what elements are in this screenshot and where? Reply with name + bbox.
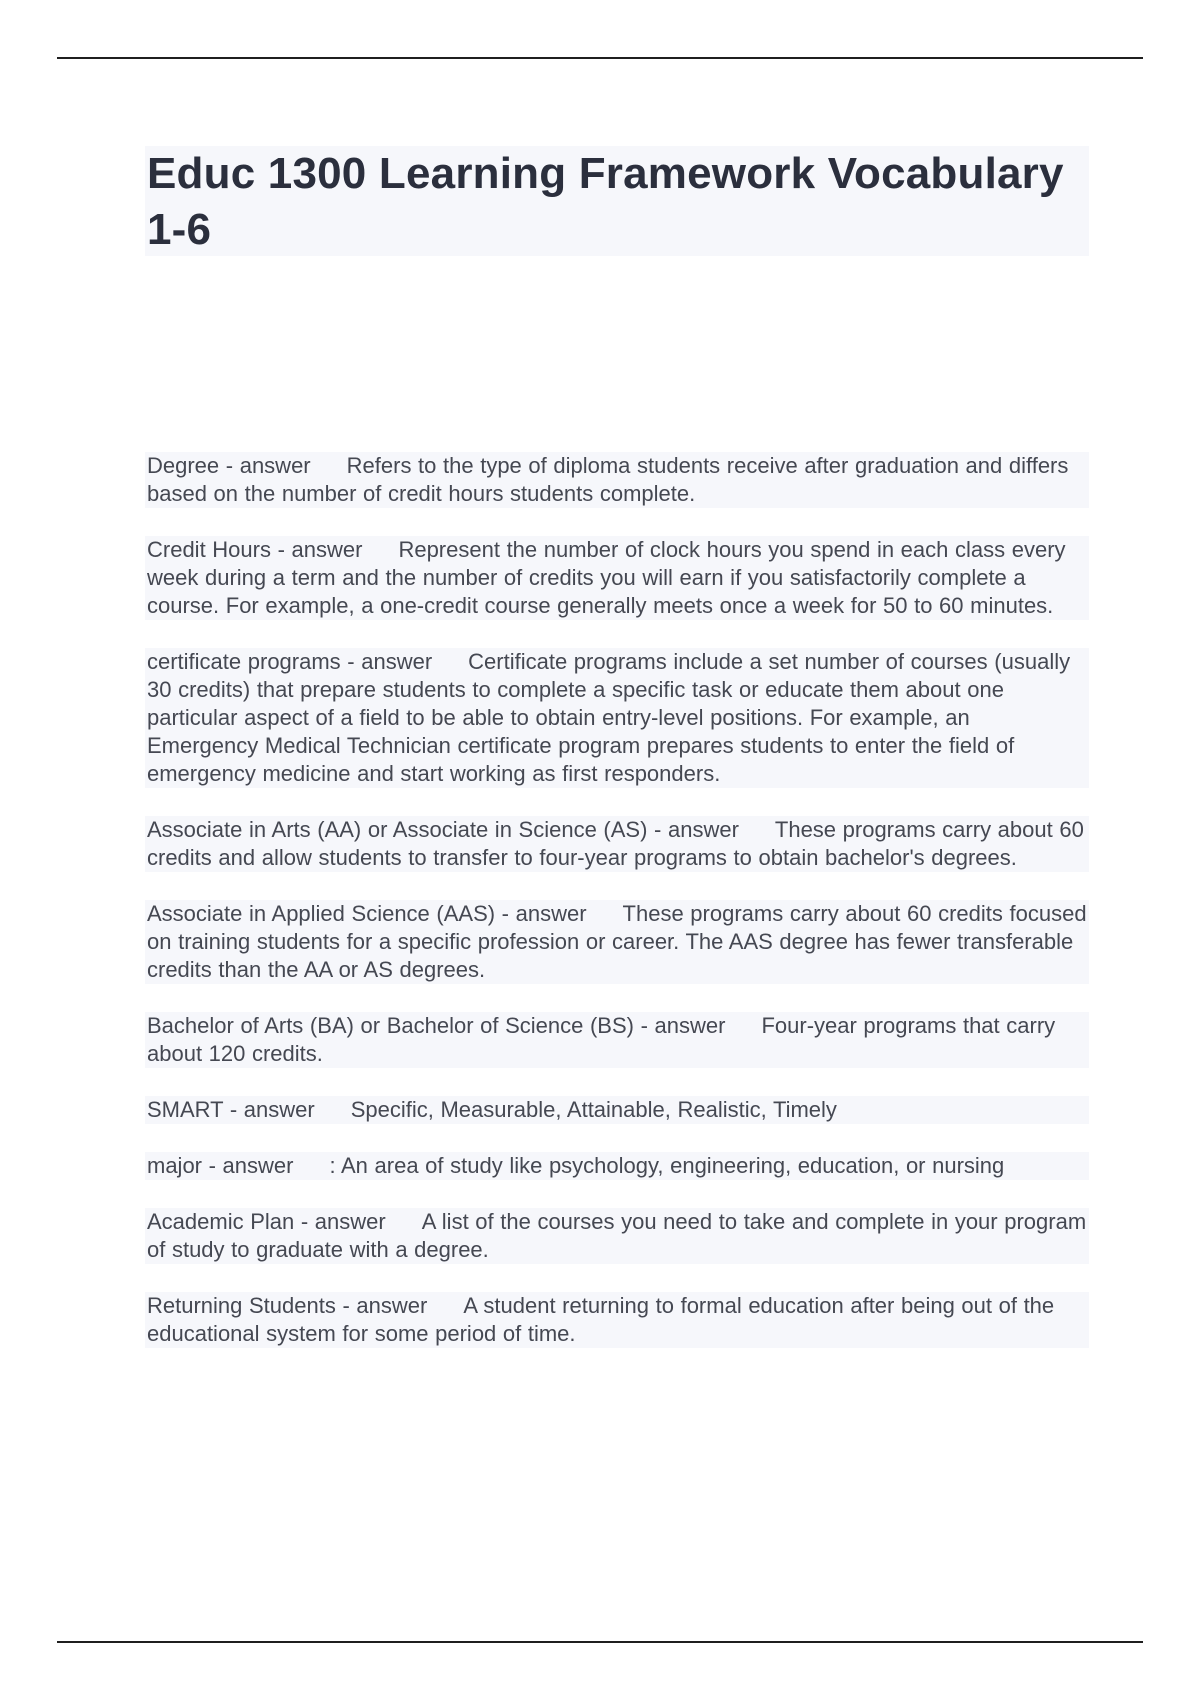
entry-definition: Specific, Measurable, Attainable, Realistic, Timely (350, 1097, 837, 1122)
vocabulary-entry (145, 452, 1089, 508)
entry-definition: : An area of study like psychology, engineering, education, or nursing (329, 1153, 1005, 1178)
entry-term: Credit Hours - answer (147, 537, 363, 562)
entry-definition: Certificate programs include a set number of courses (usually 30 credits) that prepare students to complete a specific task or educate them about one particular aspect of a field to be able to obtain entry-level positions. For example, an Emergency Medical Technician certificate program prepares students to enter the field of emergency medicine and start working as first responders. (147, 649, 1071, 786)
vocabulary-list (145, 452, 1089, 1376)
vocabulary-entry (145, 1208, 1089, 1264)
vocabulary-entry (145, 648, 1089, 788)
entry-term: certificate programs - answer (147, 649, 433, 674)
vocabulary-entry (145, 816, 1089, 872)
entry-definition: A student returning to formal education after being out of the educational system for some period of time. (147, 1293, 1055, 1346)
entry-term: Degree - answer (147, 453, 311, 478)
title-block (145, 146, 1089, 256)
entry-definition: Represent the number of clock hours you spend in each class every week during a term and the number of credits you will earn if you satisfactorily complete a course. For example, a one-credit course generally meets once a week for 50 to 60 minutes. (147, 537, 1066, 618)
entry-term: Bachelor of Arts (BA) or Bachelor of Science (BS) - answer (147, 1013, 726, 1038)
entry-definition: A list of the courses you need to take and complete in your program of study to graduate with a degree. (147, 1209, 1087, 1262)
bottom-rule (57, 1641, 1143, 1643)
vocabulary-entry (145, 536, 1089, 620)
entry-definition: These programs carry about 60 credits and allow students to transfer to four-year programs to obtain bachelor's degrees. (147, 817, 1084, 870)
top-rule (57, 57, 1143, 59)
document-title: Educ 1300 Learning Framework Vocabulary 1-6 (147, 149, 1064, 254)
entry-term: Associate in Arts (AA) or Associate in Science (AS) - answer (147, 817, 739, 842)
entry-term: Academic Plan - answer (147, 1209, 386, 1234)
vocabulary-entry (145, 1096, 1089, 1124)
entry-definition: Refers to the type of diploma students receive after graduation and differs based on the number of credit hours students complete. (147, 453, 1069, 506)
entry-term: Returning Students - answer (147, 1293, 428, 1318)
entry-definition: Four-year programs that carry about 120 credits. (147, 1013, 1056, 1066)
vocabulary-entry (145, 1152, 1089, 1180)
vocabulary-entry (145, 900, 1089, 984)
entry-term: Associate in Applied Science (AAS) - answer (147, 901, 587, 926)
entry-term: SMART - answer (147, 1097, 315, 1122)
entry-term: major - answer (147, 1153, 294, 1178)
vocabulary-entry (145, 1012, 1089, 1068)
entry-definition: These programs carry about 60 credits focused on training students for a specific profession or career. The AAS degree has fewer transferable credits than the AA or AS degrees. (147, 901, 1087, 982)
vocabulary-entry (145, 1292, 1089, 1348)
